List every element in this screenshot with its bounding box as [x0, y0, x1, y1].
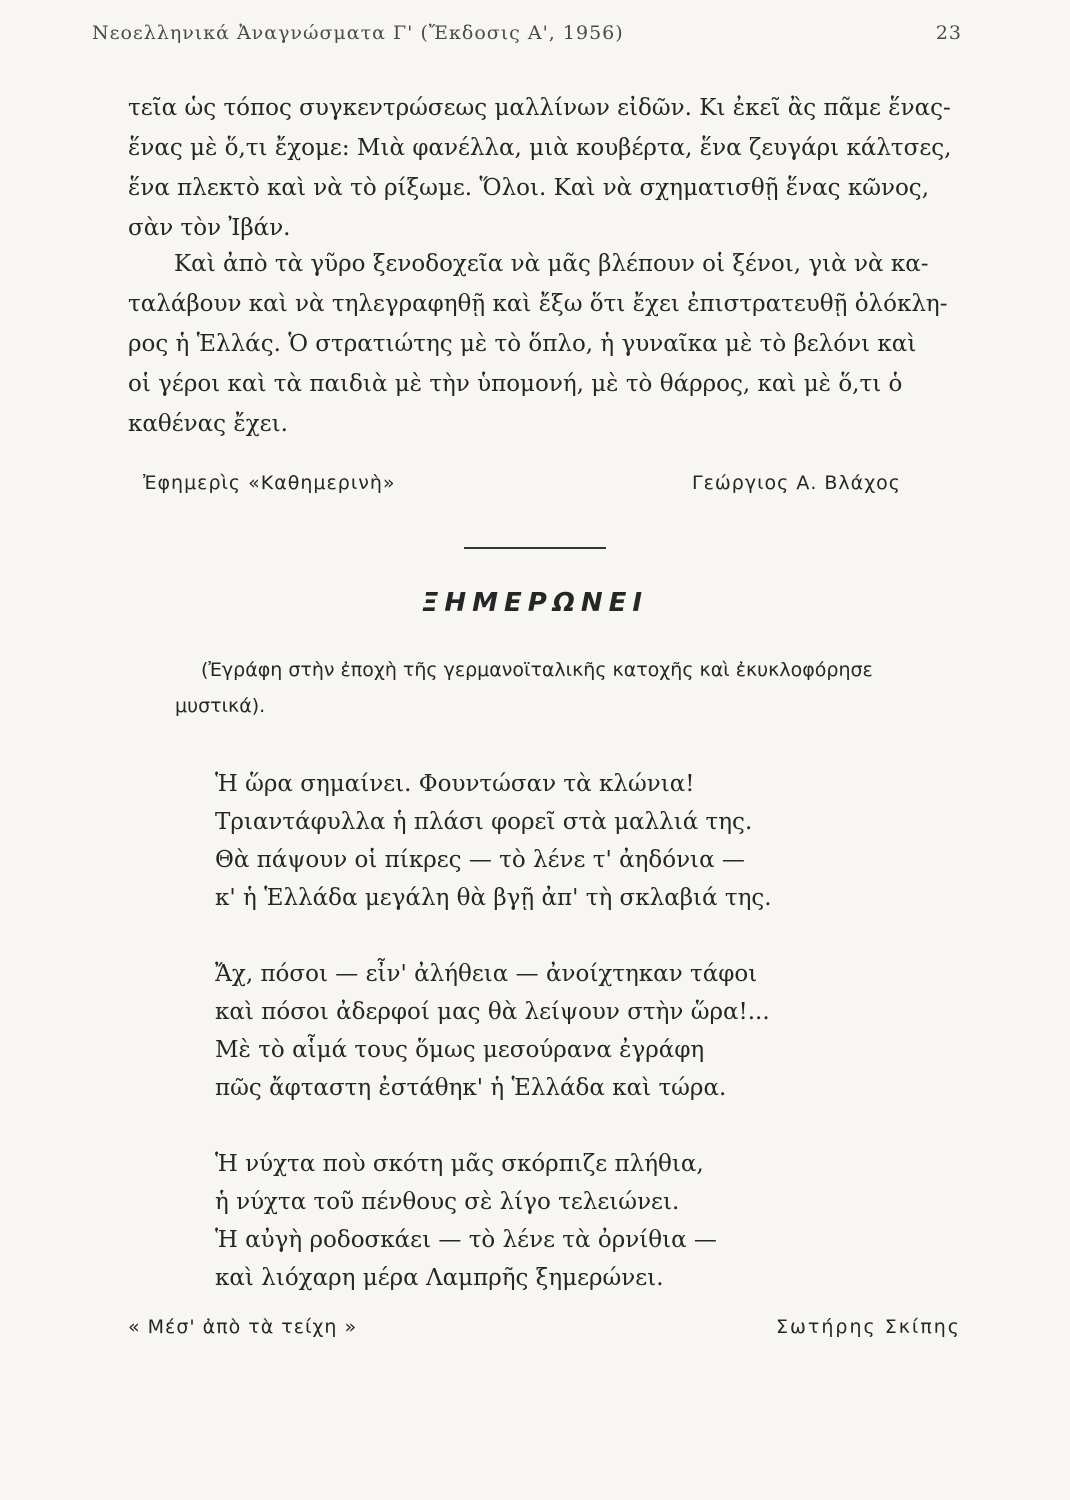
- verse-line: ἡ νύχτα τοῦ πένθους σὲ λίγο τελειώνει.: [215, 1189, 680, 1215]
- verse-line: Ἡ νύχτα ποὺ σκότη μᾶς σκόρπιζε πλήθια,: [215, 1151, 704, 1177]
- note-line: μυστικά).: [175, 695, 266, 717]
- verse-line: κ' ἡ Ἑλλάδα μεγάλη θὰ βγῇ ἀπ' τὴ σκλαβιά της.: [215, 885, 772, 911]
- text-line: σὰν τὸν Ἰβάν.: [128, 215, 291, 241]
- poem-author: Σωτήρης Σκίπης: [776, 1316, 961, 1338]
- verse-line: Ἄχ, πόσοι — εἶν' ἀλήθεια — ἀνοίχτηκαν τάφοι: [215, 961, 758, 987]
- text-line: ρος ἡ Ἑλλάς. Ὁ στρατιώτης μὲ τὸ ὅπλο, ἡ γυναῖκα μὲ τὸ βελόνι καὶ: [128, 331, 917, 357]
- verse-line: Ἡ ὥρα σημαίνει. Φουντώσαν τὰ κλώνια!: [215, 771, 695, 797]
- stanza-3: [215, 1145, 875, 1297]
- stanza-1: [215, 765, 875, 917]
- text-line: οἱ γέροι καὶ τὰ παιδιὰ μὲ τὴν ὑπομονή, μὲ τὸ θάρρος, καὶ μὲ ὅ,τι ὁ: [128, 371, 903, 397]
- article-author: Γεώργιος Α. Βλάχος: [692, 472, 901, 494]
- poem-note: [175, 652, 975, 724]
- text-line: Καὶ ἀπὸ τὰ γῦρο ξενοδοχεῖα νὰ μᾶς βλέπουν οἱ ξένοι, γιὰ νὰ κα-: [174, 251, 929, 277]
- stanza-2: [215, 955, 875, 1107]
- text-line: καθένας ἔχει.: [128, 411, 288, 437]
- running-header: [92, 22, 962, 52]
- section-divider: [464, 547, 606, 549]
- verse-line: Τριαντάφυλλα ἡ πλάσι φορεῖ στὰ μαλλιά της.: [215, 809, 753, 835]
- article-source: Ἐφημερὶς «Καθημερινὴ»: [143, 472, 396, 494]
- verse-line: πῶς ἄφταστη ἐστάθηκ' ἡ Ἑλλάδα καὶ τώρα.: [215, 1075, 727, 1101]
- verse-line: Μὲ τὸ αἷμά τους ὅμως μεσούρανα ἐγράφη: [215, 1037, 705, 1063]
- text-line: ἕνα πλεκτὸ καὶ νὰ τὸ ρίξωμε. Ὅλοι. Καὶ νὰ σχηματισθῇ ἕνας κῶνος,: [128, 175, 930, 201]
- verse-line: καὶ λιόχαρη μέρα Λαμπρῆς ξημερώνει.: [215, 1265, 664, 1291]
- poem-title: ΞΗΜΕΡΩΝΕΙ: [421, 588, 649, 618]
- text-line: ἕνας μὲ ὅ,τι ἔχομε: Μιὰ φανέλλα, μιὰ κουβέρτα, ἕνα ζευγάρι κάλτσες,: [128, 135, 952, 161]
- poem-source: « Μέσ' ἀπὸ τὰ τείχη »: [128, 1316, 358, 1338]
- running-title: Νεοελληνικά Ἀναγνώσματα Γ' (Ἔκδοσις Α', 1956): [92, 22, 624, 44]
- note-line: (Ἐγράφη στὴν ἐποχὴ τῆς γερμανοϊταλικῆς κατοχῆς καὶ ἐκυκλοφόρησε: [201, 659, 873, 681]
- text-line: τεῖα ὡς τόπος συγκεντρώσεως μαλλίνων εἰδῶν. Κι ἐκεῖ ἂς πᾶμε ἕνας-: [128, 95, 951, 121]
- page-number: 23: [935, 22, 962, 44]
- text-line: ταλάβουν καὶ νὰ τηλεγραφηθῇ καὶ ἔξω ὅτι ἔχει ἐπιστρατευθῇ ὁλόκλη-: [128, 291, 948, 317]
- article-paragraph-2: [128, 244, 960, 444]
- poem-body: [215, 765, 875, 1335]
- article-paragraph-1: [128, 88, 960, 248]
- verse-line: καὶ πόσοι ἀδερφοί μας θὰ λείψουν στὴν ὥρα!...: [215, 999, 770, 1025]
- verse-line: Ἡ αὐγὴ ροδοσκάει — τὸ λένε τὰ ὀρνίθια —: [215, 1227, 717, 1253]
- verse-line: Θὰ πάψουν οἱ πίκρες — τὸ λένε τ' ἀηδόνια —: [215, 847, 745, 873]
